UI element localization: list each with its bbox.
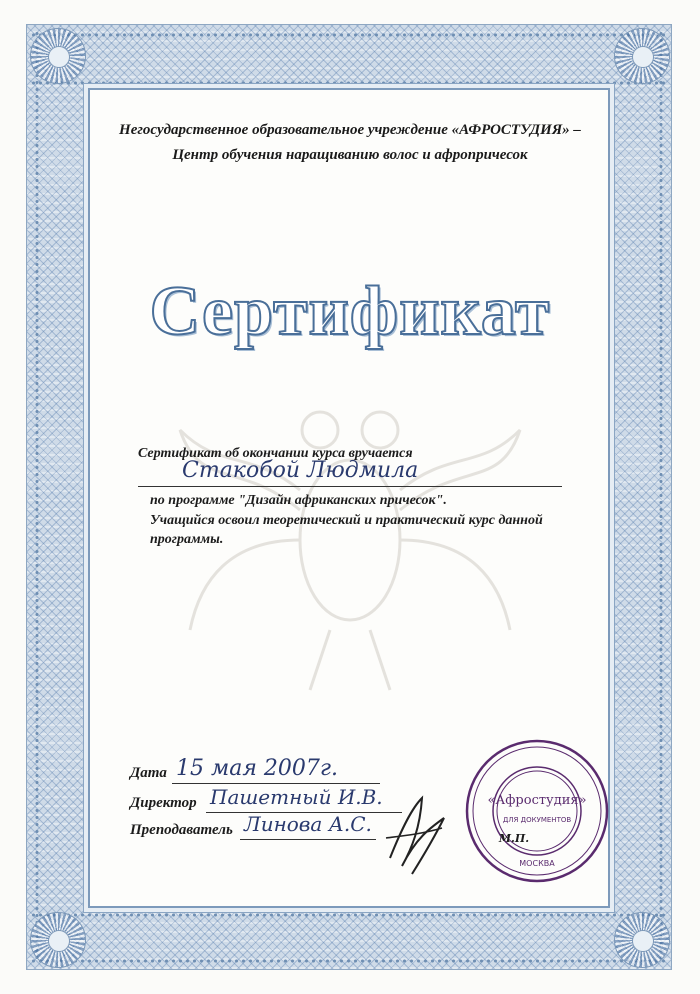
institution-subtitle: Центр обучения наращиванию волос и афропричесок	[172, 147, 528, 163]
corner-rosette-bl	[30, 912, 86, 968]
border-dots-left	[32, 30, 42, 962]
date-underline	[172, 783, 380, 784]
date-value: 15 мая 2007г.	[176, 756, 339, 781]
border-dots-right	[656, 30, 666, 962]
border-dots-top	[30, 30, 668, 40]
stamp-sub-text: ДЛЯ ДОКУМЕНТОВ	[502, 816, 572, 824]
corner-rosette-br	[614, 912, 670, 968]
completion-line-1: Учащийся освоил теоретический и практический курс данной	[150, 513, 543, 528]
institution-header	[92, 118, 608, 168]
director-label: Директор	[130, 795, 197, 811]
date-label: Дата	[130, 765, 167, 781]
teacher-underline	[240, 839, 376, 840]
corner-rosette-tr	[614, 28, 670, 84]
recipient-underline	[138, 486, 562, 487]
teacher-label: Преподаватель	[130, 822, 233, 838]
border-dots-bottom-inner	[30, 910, 668, 920]
completion-line-2: программы.	[150, 532, 224, 547]
signature-scribble	[382, 788, 452, 878]
stamp-city-text: МОСКВА	[519, 859, 555, 868]
teacher-value: Линова А.С.	[244, 812, 372, 836]
certificate-title: Сертификат	[149, 273, 551, 350]
stamp-center-text: «Афростудия»	[487, 793, 587, 808]
program-text: по программе "Дизайн африканских причесок".	[150, 493, 447, 508]
corner-rosette-tl	[30, 28, 86, 84]
institution-name: Негосударственное образовательное учреждение «АФРОСТУДИЯ» –	[119, 122, 581, 138]
border-dots-bottom	[30, 956, 668, 966]
recipient-name: Стакобой Людмила	[182, 458, 419, 483]
awarded-text: Сертификат об окончании курса вручается	[138, 446, 413, 461]
border-dots-top-inner	[30, 78, 668, 88]
director-value: Пашетный И.В.	[210, 785, 383, 809]
stamp-mp-label: М.П.	[498, 832, 530, 845]
official-stamp	[464, 738, 610, 884]
